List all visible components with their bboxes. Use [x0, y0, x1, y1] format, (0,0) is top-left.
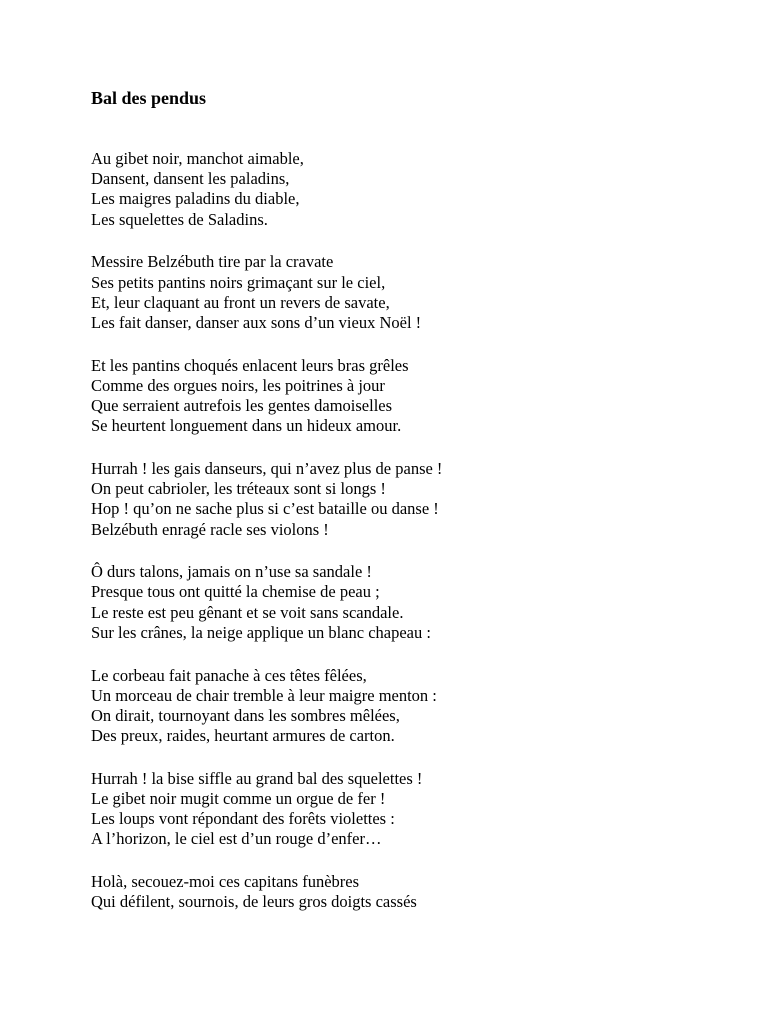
verse-line: Presque tous ont quitté la chemise de peau ; — [91, 582, 380, 602]
verse-line: Et les pantins choqués enlacent leurs bras grêles — [91, 355, 409, 375]
stanza-8 — [91, 872, 731, 912]
verse-line: Hurrah ! les gais danseurs, qui n’avez plus de panse ! — [91, 458, 443, 478]
stanza-5 — [91, 562, 731, 643]
stanza-2 — [91, 252, 731, 333]
verse-line: On peut cabrioler, les tréteaux sont si longs ! — [91, 479, 386, 499]
verse-line: Comme des orgues noirs, les poitrines à jour — [91, 375, 385, 395]
stanza-6 — [91, 666, 731, 747]
verse-line: Ses petits pantins noirs grimaçant sur le ciel, — [91, 272, 386, 292]
verse-line: Se heurtent longuement dans un hideux amour. — [91, 416, 402, 436]
verse-line: Un morceau de chair tremble à leur maigre menton : — [91, 685, 437, 705]
poem-title: Bal des pendus — [91, 88, 207, 108]
verse-line: Le gibet noir mugit comme un orgue de fer ! — [91, 789, 386, 809]
stanza-7 — [91, 769, 731, 850]
verse-line: Les fait danser, danser aux sons d’un vieux Noël ! — [91, 312, 422, 332]
stanza-3 — [91, 356, 731, 437]
verse-line: Hop ! qu’on ne sache plus si c’est bataille ou danse ! — [91, 499, 439, 519]
verse-line: Que serraient autrefois les gentes damoiselles — [91, 396, 393, 416]
verse-line: Au gibet noir, manchot aimable, — [91, 149, 304, 168]
verse-line: Le reste est peu gênant et se voit sans scandale. — [91, 602, 404, 622]
verse-line: Qui défilent, sournois, de leurs gros doigts cassés — [91, 892, 417, 912]
verse-line: Les squelettes de Saladins. — [91, 209, 268, 229]
verse-line: Des preux, raides, heurtant armures de carton. — [91, 726, 395, 746]
verse-line: On dirait, tournoyant dans les sombres mêlées, — [91, 705, 400, 725]
poem-body — [91, 149, 731, 935]
stanza-1 — [91, 149, 731, 230]
verse-line: Les loups vont répondant des forêts violettes : — [91, 809, 395, 829]
verse-line: Et, leur claquant au front un revers de savate, — [91, 292, 390, 312]
verse-line: Messire Belzébuth tire par la cravate — [91, 252, 334, 272]
verse-line: Les maigres paladins du diable, — [91, 189, 300, 209]
verse-line: A l’horizon, le ciel est d’un rouge d’enfer… — [91, 829, 382, 849]
verse-line: Ô durs talons, jamais on n’use sa sandale ! — [91, 562, 372, 582]
verse-line: Le corbeau fait panache à ces têtes fêlées, — [91, 665, 367, 685]
verse-line: Dansent, dansent les paladins, — [91, 169, 290, 189]
verse-line: Belzébuth enragé racle ses violons ! — [91, 519, 329, 539]
verse-line: Holà, secouez-moi ces capitans funèbres — [91, 872, 360, 892]
verse-line: Sur les crânes, la neige applique un blanc chapeau : — [91, 622, 431, 642]
stanza-4 — [91, 459, 731, 540]
verse-line: Hurrah ! la bise siffle au grand bal des squelettes ! — [91, 768, 423, 788]
